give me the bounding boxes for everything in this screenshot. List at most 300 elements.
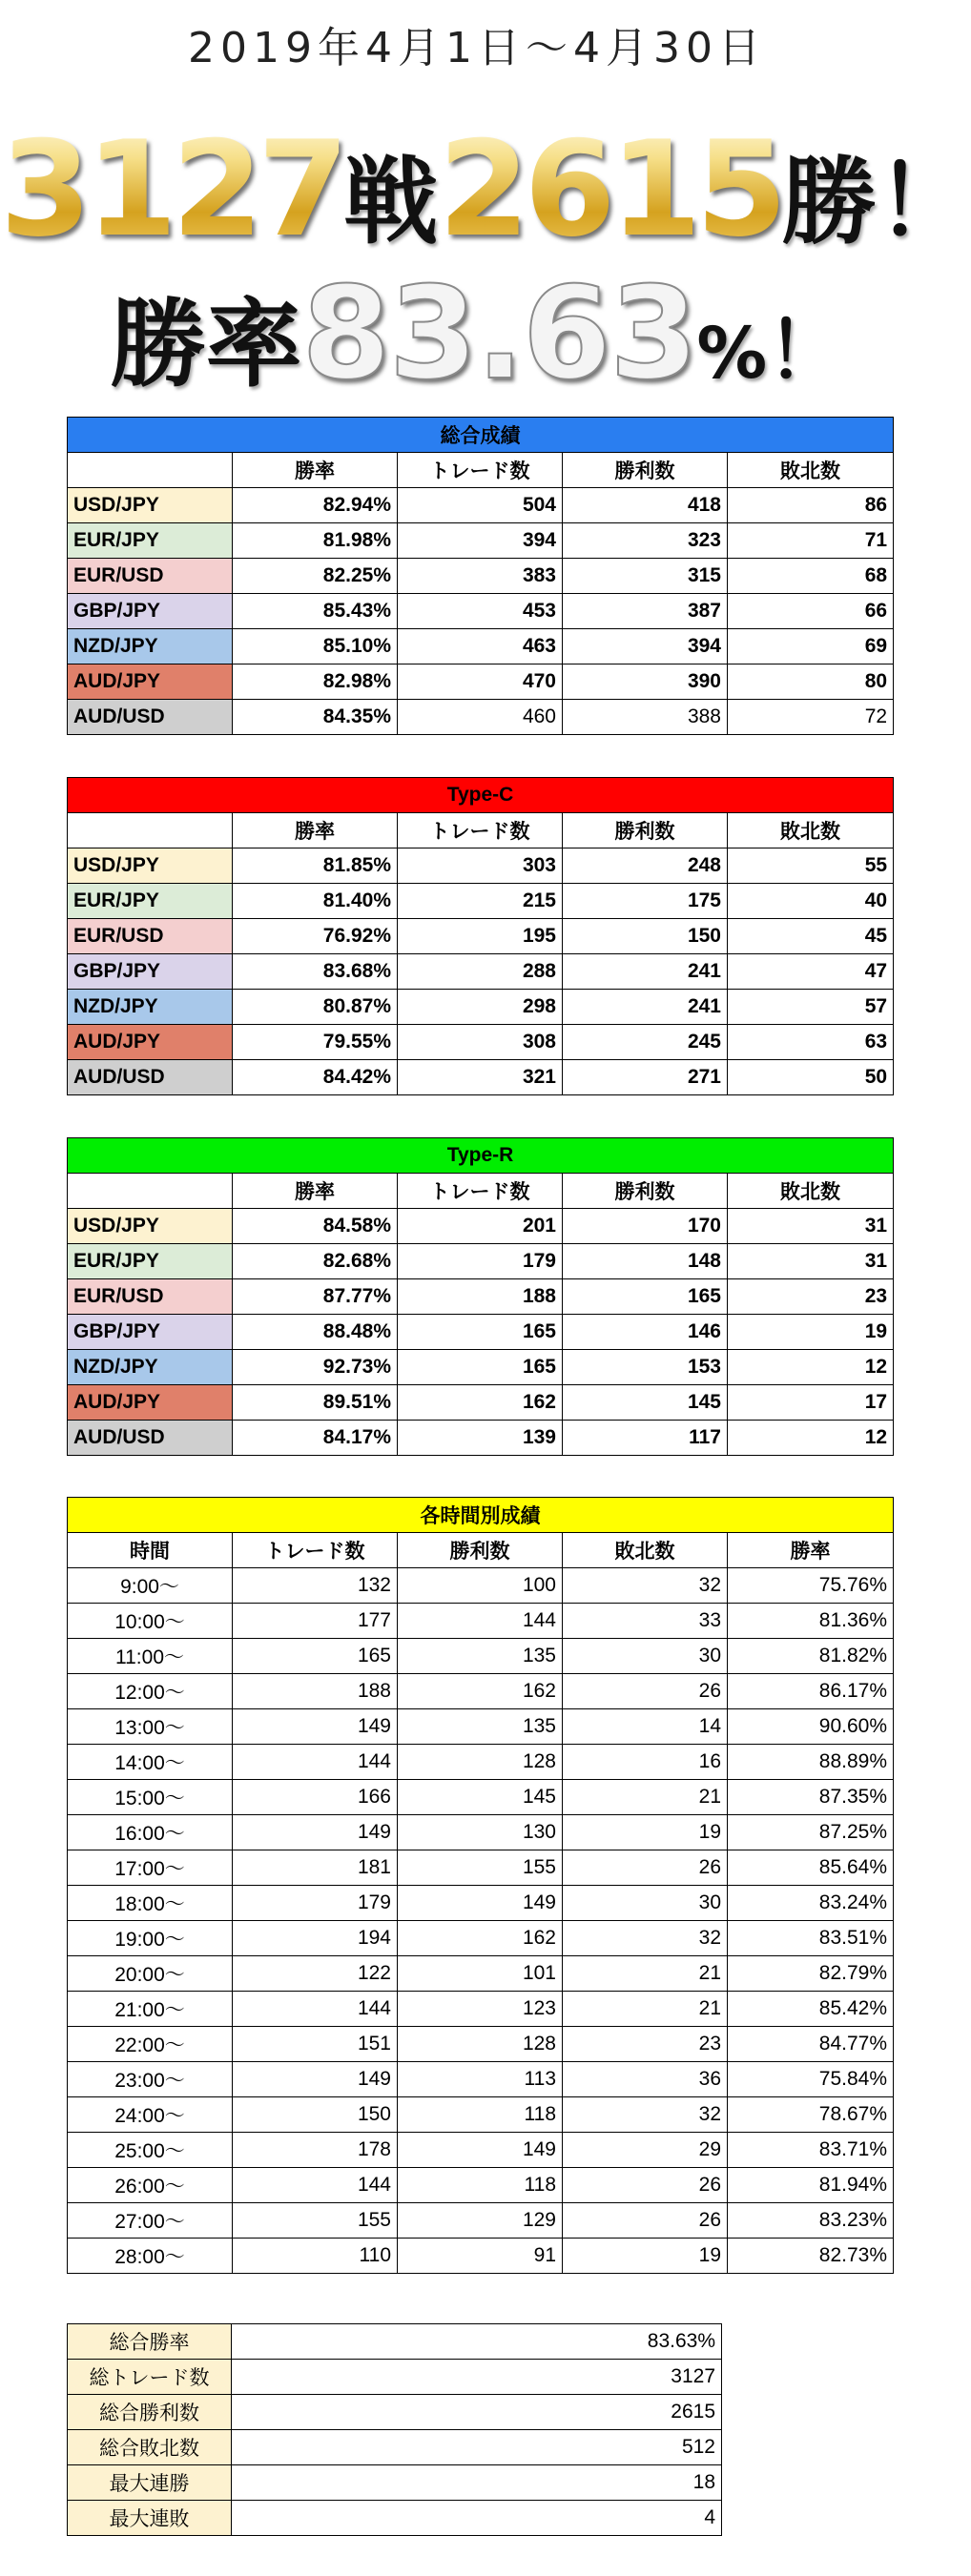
cell-wins: 170	[563, 1209, 728, 1244]
cell-wins: 101	[398, 1956, 563, 1992]
table-row	[68, 1385, 894, 1421]
table-row	[68, 954, 894, 990]
cell-rate: 90.60%	[728, 1709, 894, 1745]
cell-rate: 85.64%	[728, 1850, 894, 1886]
column-header: トレード数	[398, 453, 563, 488]
cell-rate: 81.94%	[728, 2168, 894, 2203]
cell-time: 9:00～	[68, 1568, 233, 1604]
table-row	[68, 1674, 894, 1709]
cell-wins: 153	[563, 1350, 728, 1385]
cell-trades: 177	[233, 1604, 398, 1639]
cell-rate: 81.36%	[728, 1604, 894, 1639]
cell-wins: 135	[398, 1639, 563, 1674]
cell-losses: 32	[563, 1568, 728, 1604]
summary-row	[68, 2324, 722, 2360]
cell-rate: 88.48%	[233, 1315, 398, 1350]
cell-trades: 166	[233, 1780, 398, 1815]
table-caption: Type-C	[68, 778, 894, 813]
cell-losses: 29	[563, 2133, 728, 2168]
cell-rate: 82.79%	[728, 1956, 894, 1992]
column-header: 敗北数	[728, 453, 894, 488]
rate-value: 83.63	[301, 259, 697, 408]
summary-value: 512	[232, 2430, 722, 2465]
cell-trades: 394	[398, 523, 563, 559]
summary-value: 3127	[232, 2360, 722, 2395]
table-caption-row	[68, 1138, 894, 1174]
table-row	[68, 1568, 894, 1604]
cell-wins: 271	[563, 1060, 728, 1095]
cell-trades: 453	[398, 594, 563, 629]
cell-losses: 12	[728, 1350, 894, 1385]
cell-trades: 188	[233, 1674, 398, 1709]
table-row	[68, 523, 894, 559]
cell-wins: 388	[563, 700, 728, 735]
cell-rate: 87.77%	[233, 1279, 398, 1315]
cell-losses: 26	[563, 2168, 728, 2203]
cell-wins: 135	[398, 1709, 563, 1745]
cell-trades: 303	[398, 848, 563, 884]
cell-time: 26:00～	[68, 2168, 233, 2203]
cell-trades: 110	[233, 2239, 398, 2274]
period-heading: 2019年4月1日～4月30日	[188, 24, 766, 72]
summary-row	[68, 2430, 722, 2465]
cell-rate: 85.43%	[233, 594, 398, 629]
table-caption-row	[68, 1498, 894, 1533]
cell-wins: 241	[563, 990, 728, 1025]
cell-rate: 92.73%	[233, 1350, 398, 1385]
battles-count: 3127	[0, 112, 344, 266]
cell-losses: 47	[728, 954, 894, 990]
cell-time: 22:00～	[68, 2027, 233, 2062]
cell-wins: 150	[563, 919, 728, 954]
cell-rate: 86.17%	[728, 1674, 894, 1709]
cell-rate: 75.84%	[728, 2062, 894, 2097]
cell-rate: 80.87%	[233, 990, 398, 1025]
wins-unit: 勝	[781, 148, 877, 257]
table-row	[68, 2239, 894, 2274]
cell-rate: 79.55%	[233, 1025, 398, 1060]
table-row	[68, 884, 894, 919]
cell-losses: 86	[728, 488, 894, 523]
table-row	[68, 1025, 894, 1060]
cell-rate: 82.73%	[728, 2239, 894, 2274]
summary-row	[68, 2395, 722, 2430]
cell-losses: 57	[728, 990, 894, 1025]
column-header: 敗北数	[728, 813, 894, 848]
pair-name: NZD/JPY	[68, 1350, 233, 1385]
table-header-row	[68, 813, 894, 848]
cell-wins: 418	[563, 488, 728, 523]
table-row	[68, 1421, 894, 1456]
table-row	[68, 1745, 894, 1780]
cell-wins: 162	[398, 1674, 563, 1709]
cell-time: 18:00～	[68, 1886, 233, 1921]
headline-battles-wins	[0, 112, 971, 266]
summary-label: 総トレード数	[68, 2360, 232, 2395]
cell-wins: 175	[563, 884, 728, 919]
column-header: トレード数	[398, 1174, 563, 1209]
summary-table	[67, 2323, 722, 2536]
cell-wins: 100	[398, 1568, 563, 1604]
cell-wins: 146	[563, 1315, 728, 1350]
cell-trades: 460	[398, 700, 563, 735]
cell-losses: 16	[563, 1745, 728, 1780]
rate-label: 勝率	[110, 289, 302, 400]
cell-trades: 165	[398, 1315, 563, 1350]
cell-losses: 36	[563, 2062, 728, 2097]
cell-wins: 162	[398, 1921, 563, 1956]
table-row	[68, 1815, 894, 1850]
cell-losses: 32	[563, 1921, 728, 1956]
cell-rate: 82.94%	[233, 488, 398, 523]
table-row	[68, 1956, 894, 1992]
battles-unit: 戦	[343, 148, 439, 257]
summary-label: 最大連敗	[68, 2501, 232, 2536]
rate-unit: %	[696, 314, 768, 395]
cell-wins: 118	[398, 2097, 563, 2133]
exclaim-mark-2: ！	[767, 306, 844, 396]
cell-trades: 321	[398, 1060, 563, 1095]
table-row	[68, 1604, 894, 1639]
cell-losses: 55	[728, 848, 894, 884]
cell-time: 19:00～	[68, 1921, 233, 1956]
cell-losses: 23	[728, 1279, 894, 1315]
cell-trades: 215	[398, 884, 563, 919]
pair-name: GBP/JPY	[68, 954, 233, 990]
cell-losses: 21	[563, 1780, 728, 1815]
cell-rate: 84.35%	[233, 700, 398, 735]
table-row	[68, 1992, 894, 2027]
table-caption-row	[68, 418, 894, 453]
pair-name: NZD/JPY	[68, 990, 233, 1025]
column-header: 勝率	[728, 1533, 894, 1568]
table-caption-row	[68, 778, 894, 813]
table-row	[68, 919, 894, 954]
pair-name: AUD/USD	[68, 1421, 233, 1456]
cell-losses: 69	[728, 629, 894, 664]
table-row	[68, 2203, 894, 2239]
cell-rate: 75.76%	[728, 1568, 894, 1604]
cell-losses: 31	[728, 1244, 894, 1279]
cell-losses: 12	[728, 1421, 894, 1456]
cell-rate: 85.10%	[233, 629, 398, 664]
table-row	[68, 1850, 894, 1886]
summary-label: 総合敗北数	[68, 2430, 232, 2465]
cell-time: 16:00～	[68, 1815, 233, 1850]
cell-rate: 84.58%	[233, 1209, 398, 1244]
table-row	[68, 488, 894, 523]
cell-rate: 88.89%	[728, 1745, 894, 1780]
cell-losses: 31	[728, 1209, 894, 1244]
cell-wins: 145	[398, 1780, 563, 1815]
cell-trades: 195	[398, 919, 563, 954]
cell-trades: 155	[233, 2203, 398, 2239]
summary-value: 4	[232, 2501, 722, 2536]
column-header: 勝利数	[563, 813, 728, 848]
pair-name: EUR/USD	[68, 1279, 233, 1315]
cell-time: 10:00～	[68, 1604, 233, 1639]
wins-count: 2615	[438, 112, 782, 266]
cell-rate: 82.68%	[233, 1244, 398, 1279]
column-header: トレード数	[233, 1533, 398, 1568]
cell-wins: 118	[398, 2168, 563, 2203]
cell-wins: 248	[563, 848, 728, 884]
cell-trades: 181	[233, 1850, 398, 1886]
cell-losses: 26	[563, 1850, 728, 1886]
cell-trades: 178	[233, 2133, 398, 2168]
cell-trades: 470	[398, 664, 563, 700]
table-row	[68, 1209, 894, 1244]
cell-time: 21:00～	[68, 1992, 233, 2027]
cell-rate: 76.92%	[233, 919, 398, 954]
table-row	[68, 1886, 894, 1921]
cell-trades: 151	[233, 2027, 398, 2062]
cell-losses: 40	[728, 884, 894, 919]
column-header: 時間	[68, 1533, 233, 1568]
cell-wins: 129	[398, 2203, 563, 2239]
cell-trades: 179	[233, 1886, 398, 1921]
cell-rate: 83.68%	[233, 954, 398, 990]
column-header: トレード数	[398, 813, 563, 848]
cell-trades: 504	[398, 488, 563, 523]
cell-losses: 30	[563, 1886, 728, 1921]
table-row	[68, 2133, 894, 2168]
cell-trades: 463	[398, 629, 563, 664]
cell-trades: 288	[398, 954, 563, 990]
cell-rate: 87.35%	[728, 1780, 894, 1815]
cell-losses: 19	[728, 1315, 894, 1350]
table-row	[68, 1350, 894, 1385]
cell-rate: 81.82%	[728, 1639, 894, 1674]
table-header-row	[68, 1533, 894, 1568]
cell-wins: 155	[398, 1850, 563, 1886]
pair-name: AUD/USD	[68, 700, 233, 735]
pair-name: USD/JPY	[68, 848, 233, 884]
cell-wins: 387	[563, 594, 728, 629]
cell-losses: 71	[728, 523, 894, 559]
table-caption: 総合成績	[68, 418, 894, 453]
cell-time: 24:00～	[68, 2097, 233, 2133]
table-row	[68, 1315, 894, 1350]
pair-name: EUR/JPY	[68, 1244, 233, 1279]
cell-losses: 72	[728, 700, 894, 735]
cell-losses: 33	[563, 1604, 728, 1639]
cell-losses: 19	[563, 1815, 728, 1850]
overall-results-table	[67, 417, 894, 735]
cell-wins: 245	[563, 1025, 728, 1060]
cell-wins: 117	[563, 1421, 728, 1456]
summary-label: 総合勝利数	[68, 2395, 232, 2430]
cell-wins: 323	[563, 523, 728, 559]
cell-wins: 394	[563, 629, 728, 664]
pair-name: AUD/JPY	[68, 1385, 233, 1421]
cell-losses: 26	[563, 1674, 728, 1709]
cell-time: 13:00～	[68, 1709, 233, 1745]
column-header: 敗北数	[563, 1533, 728, 1568]
pair-name: AUD/USD	[68, 1060, 233, 1095]
cell-rate: 82.25%	[233, 559, 398, 594]
cell-losses: 30	[563, 1639, 728, 1674]
cell-rate: 82.98%	[233, 664, 398, 700]
pair-name: GBP/JPY	[68, 1315, 233, 1350]
hourly-results-table	[67, 1497, 894, 2274]
exclaim-mark: ！	[876, 148, 971, 257]
header-blank	[68, 453, 233, 488]
cell-losses: 19	[563, 2239, 728, 2274]
cell-wins: 128	[398, 2027, 563, 2062]
table-header-row	[68, 453, 894, 488]
table-row	[68, 2097, 894, 2133]
pair-name: EUR/USD	[68, 559, 233, 594]
cell-losses: 68	[728, 559, 894, 594]
table-row	[68, 1279, 894, 1315]
cell-wins: 165	[563, 1279, 728, 1315]
pair-name: EUR/USD	[68, 919, 233, 954]
cell-losses: 63	[728, 1025, 894, 1060]
cell-time: 12:00～	[68, 1674, 233, 1709]
pair-name: USD/JPY	[68, 488, 233, 523]
cell-time: 14:00～	[68, 1745, 233, 1780]
cell-time: 15:00～	[68, 1780, 233, 1815]
header-blank	[68, 1174, 233, 1209]
table-row	[68, 559, 894, 594]
table-row	[68, 700, 894, 735]
cell-wins: 130	[398, 1815, 563, 1850]
cell-trades: 308	[398, 1025, 563, 1060]
cell-time: 11:00～	[68, 1639, 233, 1674]
pair-name: EUR/JPY	[68, 523, 233, 559]
table-row	[68, 2027, 894, 2062]
pair-name: AUD/JPY	[68, 1025, 233, 1060]
cell-losses: 45	[728, 919, 894, 954]
cell-trades: 149	[233, 2062, 398, 2097]
cell-trades: 144	[233, 1992, 398, 2027]
cell-losses: 14	[563, 1709, 728, 1745]
table-row	[68, 1709, 894, 1745]
table-caption: Type-R	[68, 1138, 894, 1174]
cell-losses: 26	[563, 2203, 728, 2239]
cell-rate: 81.40%	[233, 884, 398, 919]
cell-trades: 165	[233, 1639, 398, 1674]
cell-losses: 66	[728, 594, 894, 629]
cell-trades: 150	[233, 2097, 398, 2133]
table-row	[68, 990, 894, 1025]
cell-trades: 194	[233, 1921, 398, 1956]
cell-trades: 188	[398, 1279, 563, 1315]
cell-losses: 80	[728, 664, 894, 700]
summary-value: 83.63%	[232, 2324, 722, 2360]
cell-trades: 298	[398, 990, 563, 1025]
cell-rate: 83.51%	[728, 1921, 894, 1956]
cell-time: 20:00～	[68, 1956, 233, 1992]
table-row	[68, 2062, 894, 2097]
cell-trades: 139	[398, 1421, 563, 1456]
cell-wins: 149	[398, 1886, 563, 1921]
cell-rate: 81.98%	[233, 523, 398, 559]
cell-rate: 78.67%	[728, 2097, 894, 2133]
cell-rate: 84.42%	[233, 1060, 398, 1095]
cell-losses: 21	[563, 1956, 728, 1992]
cell-losses: 17	[728, 1385, 894, 1421]
cell-rate: 83.24%	[728, 1886, 894, 1921]
cell-losses: 32	[563, 2097, 728, 2133]
cell-rate: 83.71%	[728, 2133, 894, 2168]
table-row	[68, 1639, 894, 1674]
cell-rate: 89.51%	[233, 1385, 398, 1421]
cell-trades: 383	[398, 559, 563, 594]
table-row	[68, 1921, 894, 1956]
cell-rate: 83.23%	[728, 2203, 894, 2239]
type-r-results-table	[67, 1137, 894, 1456]
cell-wins: 148	[563, 1244, 728, 1279]
column-header: 勝率	[233, 813, 398, 848]
pair-name: NZD/JPY	[68, 629, 233, 664]
cell-wins: 149	[398, 2133, 563, 2168]
column-header: 勝率	[233, 1174, 398, 1209]
summary-row	[68, 2465, 722, 2501]
pair-name: GBP/JPY	[68, 594, 233, 629]
cell-trades: 149	[233, 1815, 398, 1850]
table-row	[68, 2168, 894, 2203]
cell-rate: 85.42%	[728, 1992, 894, 2027]
cell-trades: 165	[398, 1350, 563, 1385]
summary-row	[68, 2501, 722, 2536]
column-header: 勝利数	[398, 1533, 563, 1568]
cell-wins: 315	[563, 559, 728, 594]
cell-time: 17:00～	[68, 1850, 233, 1886]
cell-losses: 50	[728, 1060, 894, 1095]
cell-trades: 162	[398, 1385, 563, 1421]
pair-name: EUR/JPY	[68, 884, 233, 919]
cell-rate: 84.77%	[728, 2027, 894, 2062]
table-row	[68, 1060, 894, 1095]
cell-trades: 122	[233, 1956, 398, 1992]
cell-wins: 123	[398, 1992, 563, 2027]
cell-wins: 145	[563, 1385, 728, 1421]
table-header-row	[68, 1174, 894, 1209]
cell-trades: 149	[233, 1709, 398, 1745]
column-header: 勝利数	[563, 453, 728, 488]
cell-wins: 128	[398, 1745, 563, 1780]
cell-trades: 132	[233, 1568, 398, 1604]
cell-rate: 87.25%	[728, 1815, 894, 1850]
cell-wins: 113	[398, 2062, 563, 2097]
table-row	[68, 594, 894, 629]
table-caption: 各時間別成績	[68, 1498, 894, 1533]
cell-wins: 91	[398, 2239, 563, 2274]
table-row	[68, 1244, 894, 1279]
pair-name: AUD/JPY	[68, 664, 233, 700]
column-header: 敗北数	[728, 1174, 894, 1209]
cell-wins: 390	[563, 664, 728, 700]
cell-trades: 144	[233, 2168, 398, 2203]
headline-win-rate	[0, 259, 954, 408]
column-header: 勝率	[233, 453, 398, 488]
summary-value: 2615	[232, 2395, 722, 2430]
cell-wins: 241	[563, 954, 728, 990]
cell-trades: 201	[398, 1209, 563, 1244]
table-row	[68, 848, 894, 884]
cell-time: 23:00～	[68, 2062, 233, 2097]
summary-value: 18	[232, 2465, 722, 2501]
header-blank	[68, 813, 233, 848]
summary-label: 最大連勝	[68, 2465, 232, 2501]
cell-losses: 23	[563, 2027, 728, 2062]
cell-trades: 144	[233, 1745, 398, 1780]
table-row	[68, 664, 894, 700]
cell-time: 27:00～	[68, 2203, 233, 2239]
cell-losses: 21	[563, 1992, 728, 2027]
